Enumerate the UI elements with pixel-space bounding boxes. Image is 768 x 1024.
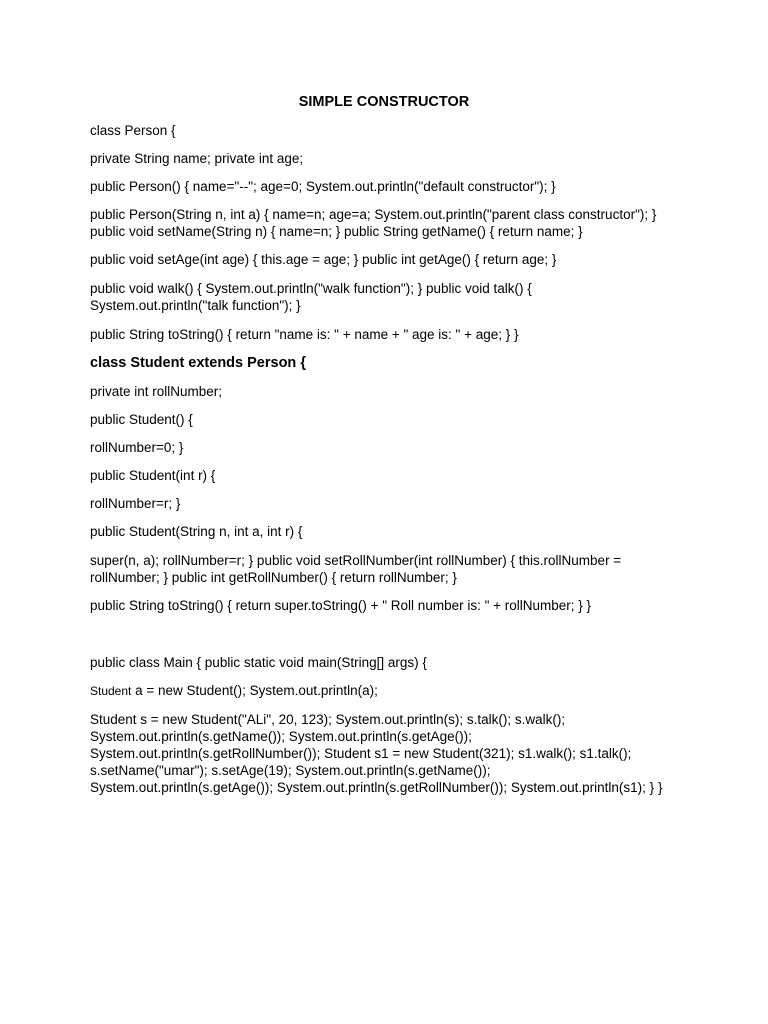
code-line: System.out.println(s.getAge()); System.out.println(s.getRollNumber()); System.out.println(s1); } }: [90, 780, 663, 795]
code-line: s.setName("umar"); s.setAge(19); System.out.println(s.getName());: [90, 763, 491, 778]
student-class-heading: class Student extends Person {: [90, 355, 306, 371]
document-title: SIMPLE CONSTRUCTOR: [298, 94, 470, 110]
person-param-constructor: [90, 206, 690, 240]
code-line: Student s = new Student("ALi", 20, 123); System.out.println(s); s.talk(); s.walk();: [90, 712, 566, 727]
student-default-constructor: public Student() {: [90, 412, 193, 427]
code-token: Student: [90, 684, 132, 698]
code-line: public void walk() { System.out.println("walk function"); } public void talk() {: [90, 281, 532, 296]
code-line: rollNumber; } public int getRollNumber() { return rollNumber; }: [90, 570, 457, 585]
code-line: public Person(String n, int a) { name=n; age=a; System.out.println("parent class constructor"); }: [90, 207, 657, 222]
code-line: super(n, a); rollNumber=r; } public void setRollNumber(int rollNumber) { this.rollNumber =: [90, 553, 622, 568]
student-tostring: public String toString() { return super.toString() + " Roll number is: " + rollNumber; } }: [90, 598, 592, 613]
main-body: [90, 711, 690, 796]
student-default-body: rollNumber=0; }: [90, 440, 184, 455]
code-line: System.out.println(s.getName()); System.out.println(s.getAge());: [90, 729, 472, 744]
student-methods: [90, 552, 690, 586]
person-class-declaration: class Person {: [90, 123, 176, 138]
student-full-constructor: public Student(String n, int a, int r) {: [90, 524, 303, 539]
student-int-body: rollNumber=r; }: [90, 496, 181, 511]
person-default-constructor: public Person() { name="--"; age=0; System.out.println("default constructor"); }: [90, 179, 556, 194]
main-student-a: [90, 682, 690, 700]
student-field: private int rollNumber;: [90, 384, 223, 399]
person-age-methods: public void setAge(int age) { this.age = age; } public int getAge() { return age; }: [90, 252, 557, 267]
code-line: System.out.println(s.getRollNumber()); Student s1 = new Student(321); s1.walk(); s1.talk();: [90, 746, 632, 761]
person-fields: private String name; private int age;: [90, 151, 304, 166]
code-token: a = new Student(); System.out.println(a);: [131, 683, 378, 698]
person-walk-talk: [90, 280, 690, 314]
code-line: System.out.println("talk function"); }: [90, 298, 301, 313]
code-line: public void setName(String n) { name=n; } public String getName() { return name; }: [90, 224, 583, 239]
main-class-declaration: public class Main { public static void main(String[] args) {: [90, 655, 427, 670]
person-tostring: public String toString() { return "name is: " + name + " age is: " + age; } }: [90, 327, 519, 342]
student-int-constructor: public Student(int r) {: [90, 468, 216, 483]
